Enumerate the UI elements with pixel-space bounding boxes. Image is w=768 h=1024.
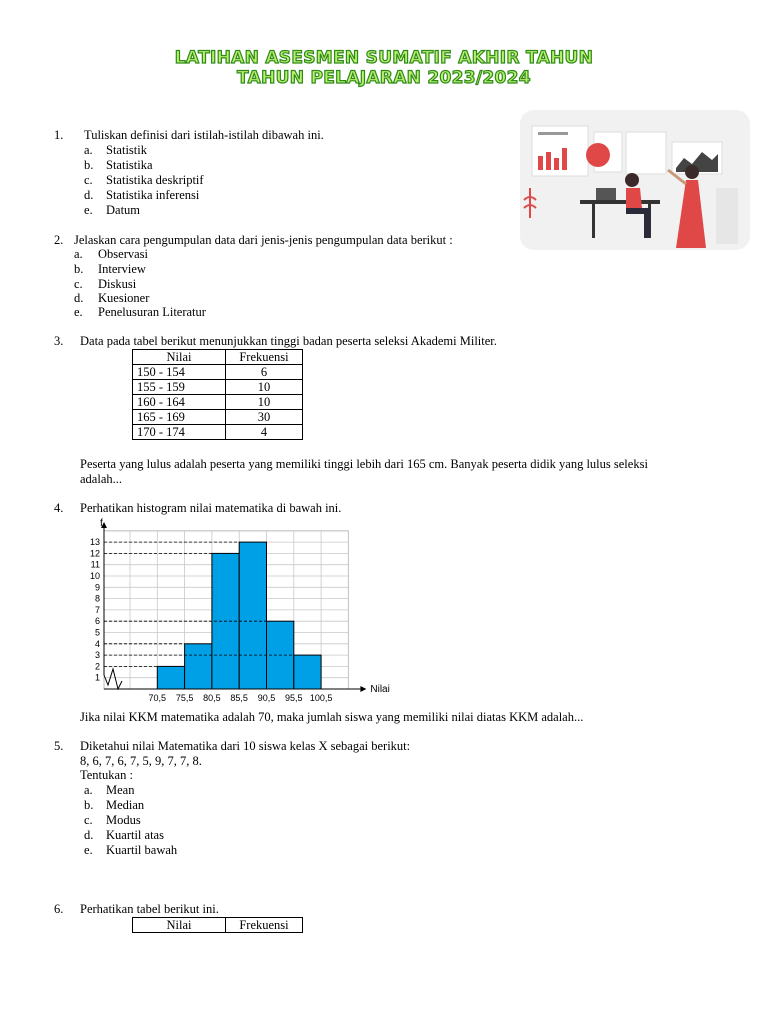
table-cell: 10 [226,395,303,410]
x-tick-label: 90,5 [257,693,276,703]
table-cell: 165 - 169 [133,410,226,425]
q1-number: 1. [54,128,64,142]
q4-number: 4. [54,501,64,515]
y-tick-label: 3 [94,650,100,661]
y-tick-label: 2 [94,661,100,672]
table-header-cell: Nilai [133,350,226,365]
q5-item-letter: b. [84,798,94,812]
x-tick-label: 100,5 [309,693,333,703]
table-cell: 155 - 159 [133,380,226,395]
q2-item-letter: e. [74,305,83,319]
q5-text: Diketahui nilai Matematika dari 10 siswa kelas X sebagai berikut: [80,739,411,753]
q5-item-text: Median [106,798,145,812]
y-tick-label: 6 [94,616,100,627]
q2-item-text: Penelusuran Literatur [98,305,206,319]
table-cell: 160 - 164 [133,395,226,410]
q2-item-letter: b. [74,262,84,276]
q1-text: Tuliskan definisi dari istilah-istilah dibawah ini. [84,128,324,142]
q1-item-text: Datum [106,203,141,217]
q1-item-letter: b. [84,158,94,172]
q3-text: Data pada tabel berikut menunjukkan tinggi badan peserta seleksi Akademi Militer. [80,334,497,348]
title-line-2: TAHUN PELAJARAN 2023/2024 [237,68,531,88]
x-tick-label: 85,5 [230,693,248,703]
y-tick-label: 5 [94,627,100,638]
q5-number: 5. [54,739,64,753]
q1-item-text: Statistik [106,143,147,157]
q2-text: Jelaskan cara pengumpulan data dari jenis-jenis pengumpulan data berikut : [74,233,453,247]
table-cell: 170 - 174 [133,425,226,440]
table-row [133,410,303,425]
q2-item-letter: c. [74,277,83,291]
q1-item-letter: a. [84,143,93,157]
q3-note-line-1: Peserta yang lulus adalah peserta yang memiliki tinggi lebih dari 165 cm. Banyak peserta didik yang lulus seleksi [80,457,648,471]
y-tick-label: 4 [94,638,100,649]
q6-text: Perhatikan tabel berikut ini. [80,902,219,916]
q5-item-text: Kuartil bawah [106,843,178,857]
y-tick-label: 8 [94,593,100,604]
q5-tentukan: Tentukan : [80,768,133,782]
table-row [133,365,303,380]
y-tick-label: 7 [94,604,100,615]
y-tick-label: 12 [89,548,100,559]
q1-item-text: Statistika inferensi [106,188,200,202]
q4-text: Perhatikan histogram nilai matematika di bawah ini. [80,501,342,515]
y-tick-label: 11 [90,559,100,570]
y-tick-label: 10 [89,571,100,581]
histogram-bar [157,666,184,689]
q4-followup-text: Jika nilai KKM matematika adalah 70, maka jumlah siswa yang memiliki nilai diatas KKM adalah... [80,710,584,724]
table-row [133,395,303,410]
table-cell: 10 [226,380,303,395]
q5-item-text: Kuartil atas [106,828,164,842]
y-axis-label: f [100,518,103,529]
histogram-bar [185,644,212,689]
q1-item-letter: d. [84,188,94,202]
histogram-bar [239,542,266,689]
q1-item-letter: c. [84,173,93,187]
q5-item-letter: c. [84,813,93,827]
table-header-cell: Frekuensi [226,918,303,933]
q3-frequency-table [132,349,303,440]
x-axis-label: Nilai [370,684,390,695]
q3-number: 3. [54,334,64,348]
x-tick-label: 80,5 [203,693,221,703]
table-header-row [133,918,303,933]
table-header-cell: Frekuensi [226,350,303,365]
table-row [133,425,303,440]
q1-item-letter: e. [84,203,93,217]
table-header-row [133,350,303,365]
q1-item-text: Statistika deskriptif [106,173,204,187]
q5-item-letter: d. [84,828,94,842]
data-analysis-illustration [480,108,752,258]
q3-note-line-2: adalah... [80,472,122,486]
table-cell: 4 [226,425,303,440]
q5-item-text: Modus [106,813,141,827]
x-tick-label: 75,5 [175,693,194,703]
q5-item-letter: e. [84,843,93,857]
q2-number: 2. [54,233,64,247]
table-row [133,380,303,395]
q1-item-text: Statistika [106,158,153,172]
y-tick-label: 13 [89,537,100,548]
title-line-1: LATIHAN ASESMEN SUMATIF AKHIR TAHUN [174,48,594,68]
q2-item-text: Observasi [98,247,148,261]
x-axis-arrow-icon [360,686,366,692]
q5-item-letter: a. [84,783,93,797]
q6-number: 6. [54,902,64,916]
q6-frequency-table [132,917,303,933]
histogram-bar [294,655,321,689]
q2-item-text: Interview [98,262,146,276]
q2-item-text: Kuesioner [98,291,150,305]
table-cell: 30 [226,410,303,425]
q5-item-text: Mean [106,783,135,797]
x-tick-label: 70,5 [148,693,167,703]
histogram-chart [78,516,398,706]
q2-item-letter: a. [74,247,83,261]
x-tick-label: 95,5 [285,693,303,703]
y-tick-label: 1 [94,672,100,683]
q2-item-letter: d. [74,291,84,305]
table-cell: 150 - 154 [133,365,226,380]
table-header-cell: Nilai [133,918,226,933]
table-cell: 6 [226,365,303,380]
y-tick-label: 9 [94,582,100,593]
q5-data: 8, 6, 7, 6, 7, 5, 9, 7, 7, 8. [80,754,202,768]
q2-item-text: Diskusi [98,277,137,291]
